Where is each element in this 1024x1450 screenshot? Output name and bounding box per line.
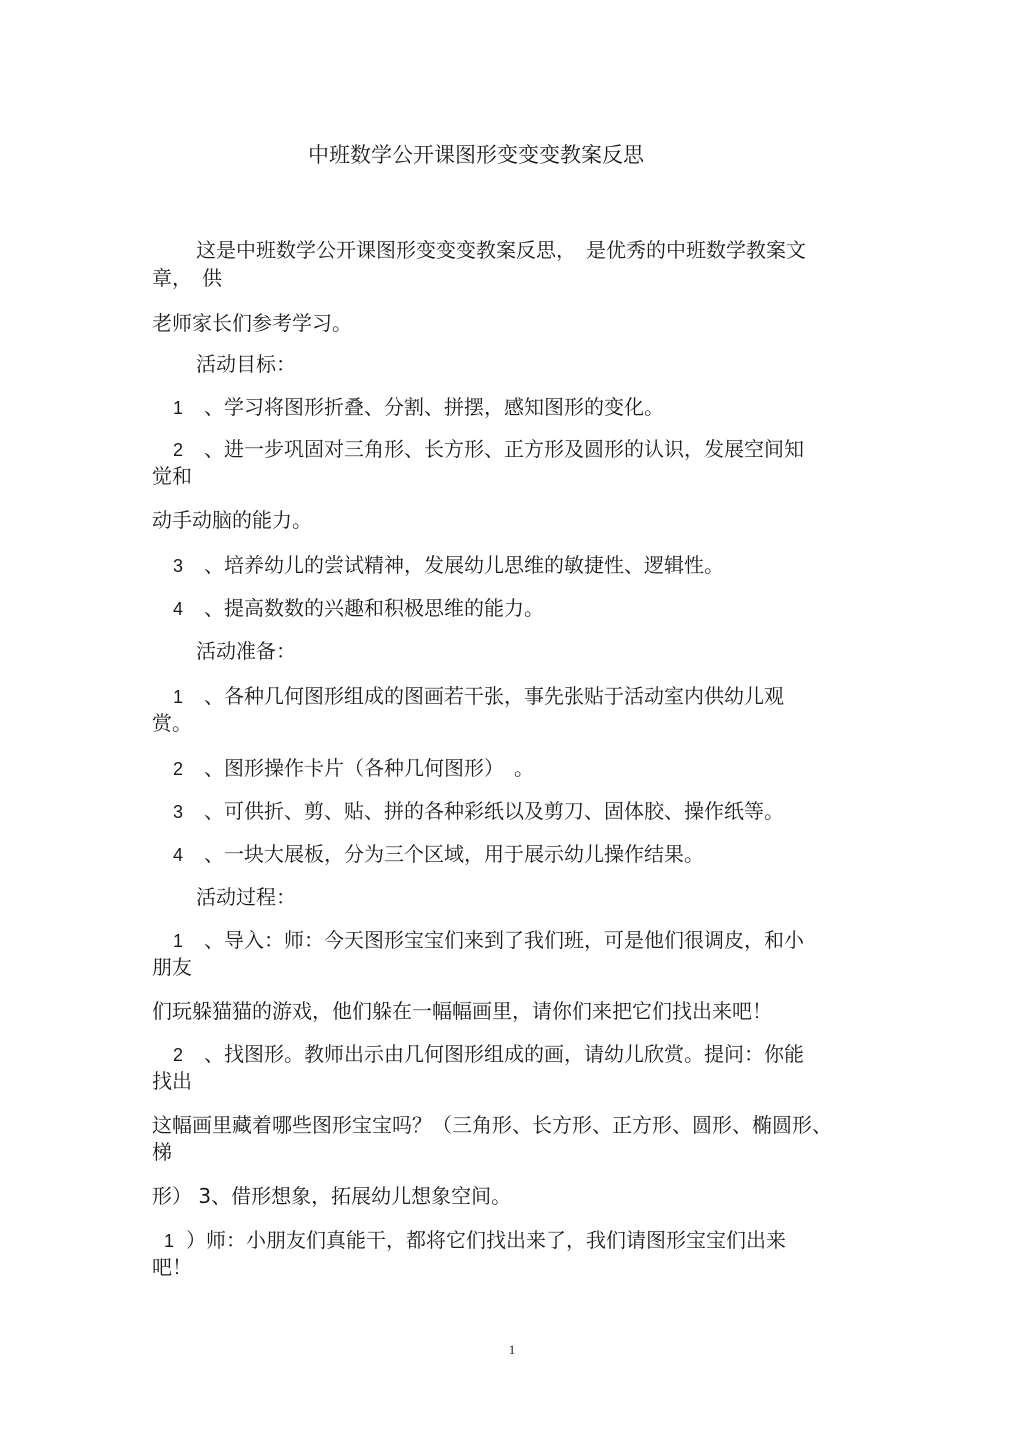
prep-text: 、各种几何图形组成的图画若干张，事先张贴于活动室内供幼儿观 <box>204 684 784 708</box>
process-item <box>152 1040 804 1069</box>
prep-text: 、一块大展板，分为三个区域，用于展示幼儿操作结果。 <box>204 842 704 866</box>
prep-item <box>152 682 784 711</box>
intro-line-3: 老师家长们参考学习。 <box>152 311 352 335</box>
prep-heading: 活动准备： <box>196 639 296 663</box>
process-text-wrap: 找出 <box>152 1069 192 1093</box>
goal-text: 、学习将图形折叠、分割、拼摆，感知图形的变化。 <box>204 395 664 419</box>
prep-item <box>152 840 704 869</box>
process-text: 、找图形。教师出示由几何图形组成的画，请幼儿欣赏。提问：你能 <box>204 1042 804 1066</box>
process-text-wrap: 朋友 <box>152 955 192 979</box>
goal-number: 2 <box>172 440 183 460</box>
process-text-continuation: 们玩躲猫猫的游戏，他们躲在一幅幅画里，请你们来把它们找出来吧！ <box>152 999 772 1023</box>
prep-text: 、图形操作卡片（各种几何图形） 。 <box>204 756 534 780</box>
prep-item <box>152 754 534 783</box>
document-title: 中班数学公开课图形变变变教案反思 <box>308 143 644 167</box>
process-number: 2 <box>172 1045 183 1065</box>
process-text-wrap: 梯 <box>152 1140 172 1164</box>
goal-text-continuation: 动手动脑的能力。 <box>152 508 312 532</box>
goal-number: 4 <box>172 599 183 619</box>
goal-text: 、进一步巩固对三角形、长方形、正方形及圆形的认识，发展空间知 <box>204 437 804 461</box>
goal-number: 1 <box>172 398 183 418</box>
goal-item <box>152 594 544 623</box>
prep-number: 4 <box>172 845 183 865</box>
intro-line-1: 这是中班数学公开课图形变变变教案反思， 是优秀的中班数学教案文 <box>196 238 806 262</box>
goal-text: 、提高数数的兴趣和积极思维的能力。 <box>204 596 544 620</box>
prep-item <box>152 797 784 826</box>
goals-heading: 活动目标： <box>196 352 296 376</box>
process-text-continuation: 这幅画里藏着哪些图形宝宝吗？（三角形、长方形、正方形、圆形、椭圆形、 <box>152 1113 832 1137</box>
process-number: 1 <box>172 931 183 951</box>
page-number: 1 <box>508 1342 516 1357</box>
goal-number: 3 <box>172 556 183 576</box>
goal-item <box>152 551 724 580</box>
process-number: 1 <box>163 1231 174 1251</box>
process-heading: 活动过程： <box>196 885 296 909</box>
process-text-wrap: 吧！ <box>152 1255 192 1279</box>
intro-line-2: 章， 供 <box>152 266 222 290</box>
goal-item <box>152 435 804 464</box>
process-item <box>152 926 804 955</box>
process-item <box>152 1226 786 1255</box>
process-text-continuation: 形） 3、借形想象，拓展幼儿想象空间。 <box>152 1184 512 1208</box>
goal-text-wrap: 觉和 <box>152 464 192 488</box>
process-text: 、导入：师：今天图形宝宝们来到了我们班，可是他们很调皮，和小 <box>204 928 804 952</box>
process-text: ）师：小朋友们真能干，都将它们找出来了，我们请图形宝宝们出来 <box>186 1228 786 1252</box>
prep-text-wrap: 赏。 <box>152 711 192 735</box>
prep-number: 3 <box>172 802 183 822</box>
prep-number: 1 <box>172 687 183 707</box>
goal-text: 、培养幼儿的尝试精神，发展幼儿思维的敏捷性、逻辑性。 <box>204 553 724 577</box>
goal-item <box>152 393 664 422</box>
prep-text: 、可供折、剪、贴、拼的各种彩纸以及剪刀、固体胶、操作纸等。 <box>204 799 784 823</box>
prep-number: 2 <box>172 759 183 779</box>
